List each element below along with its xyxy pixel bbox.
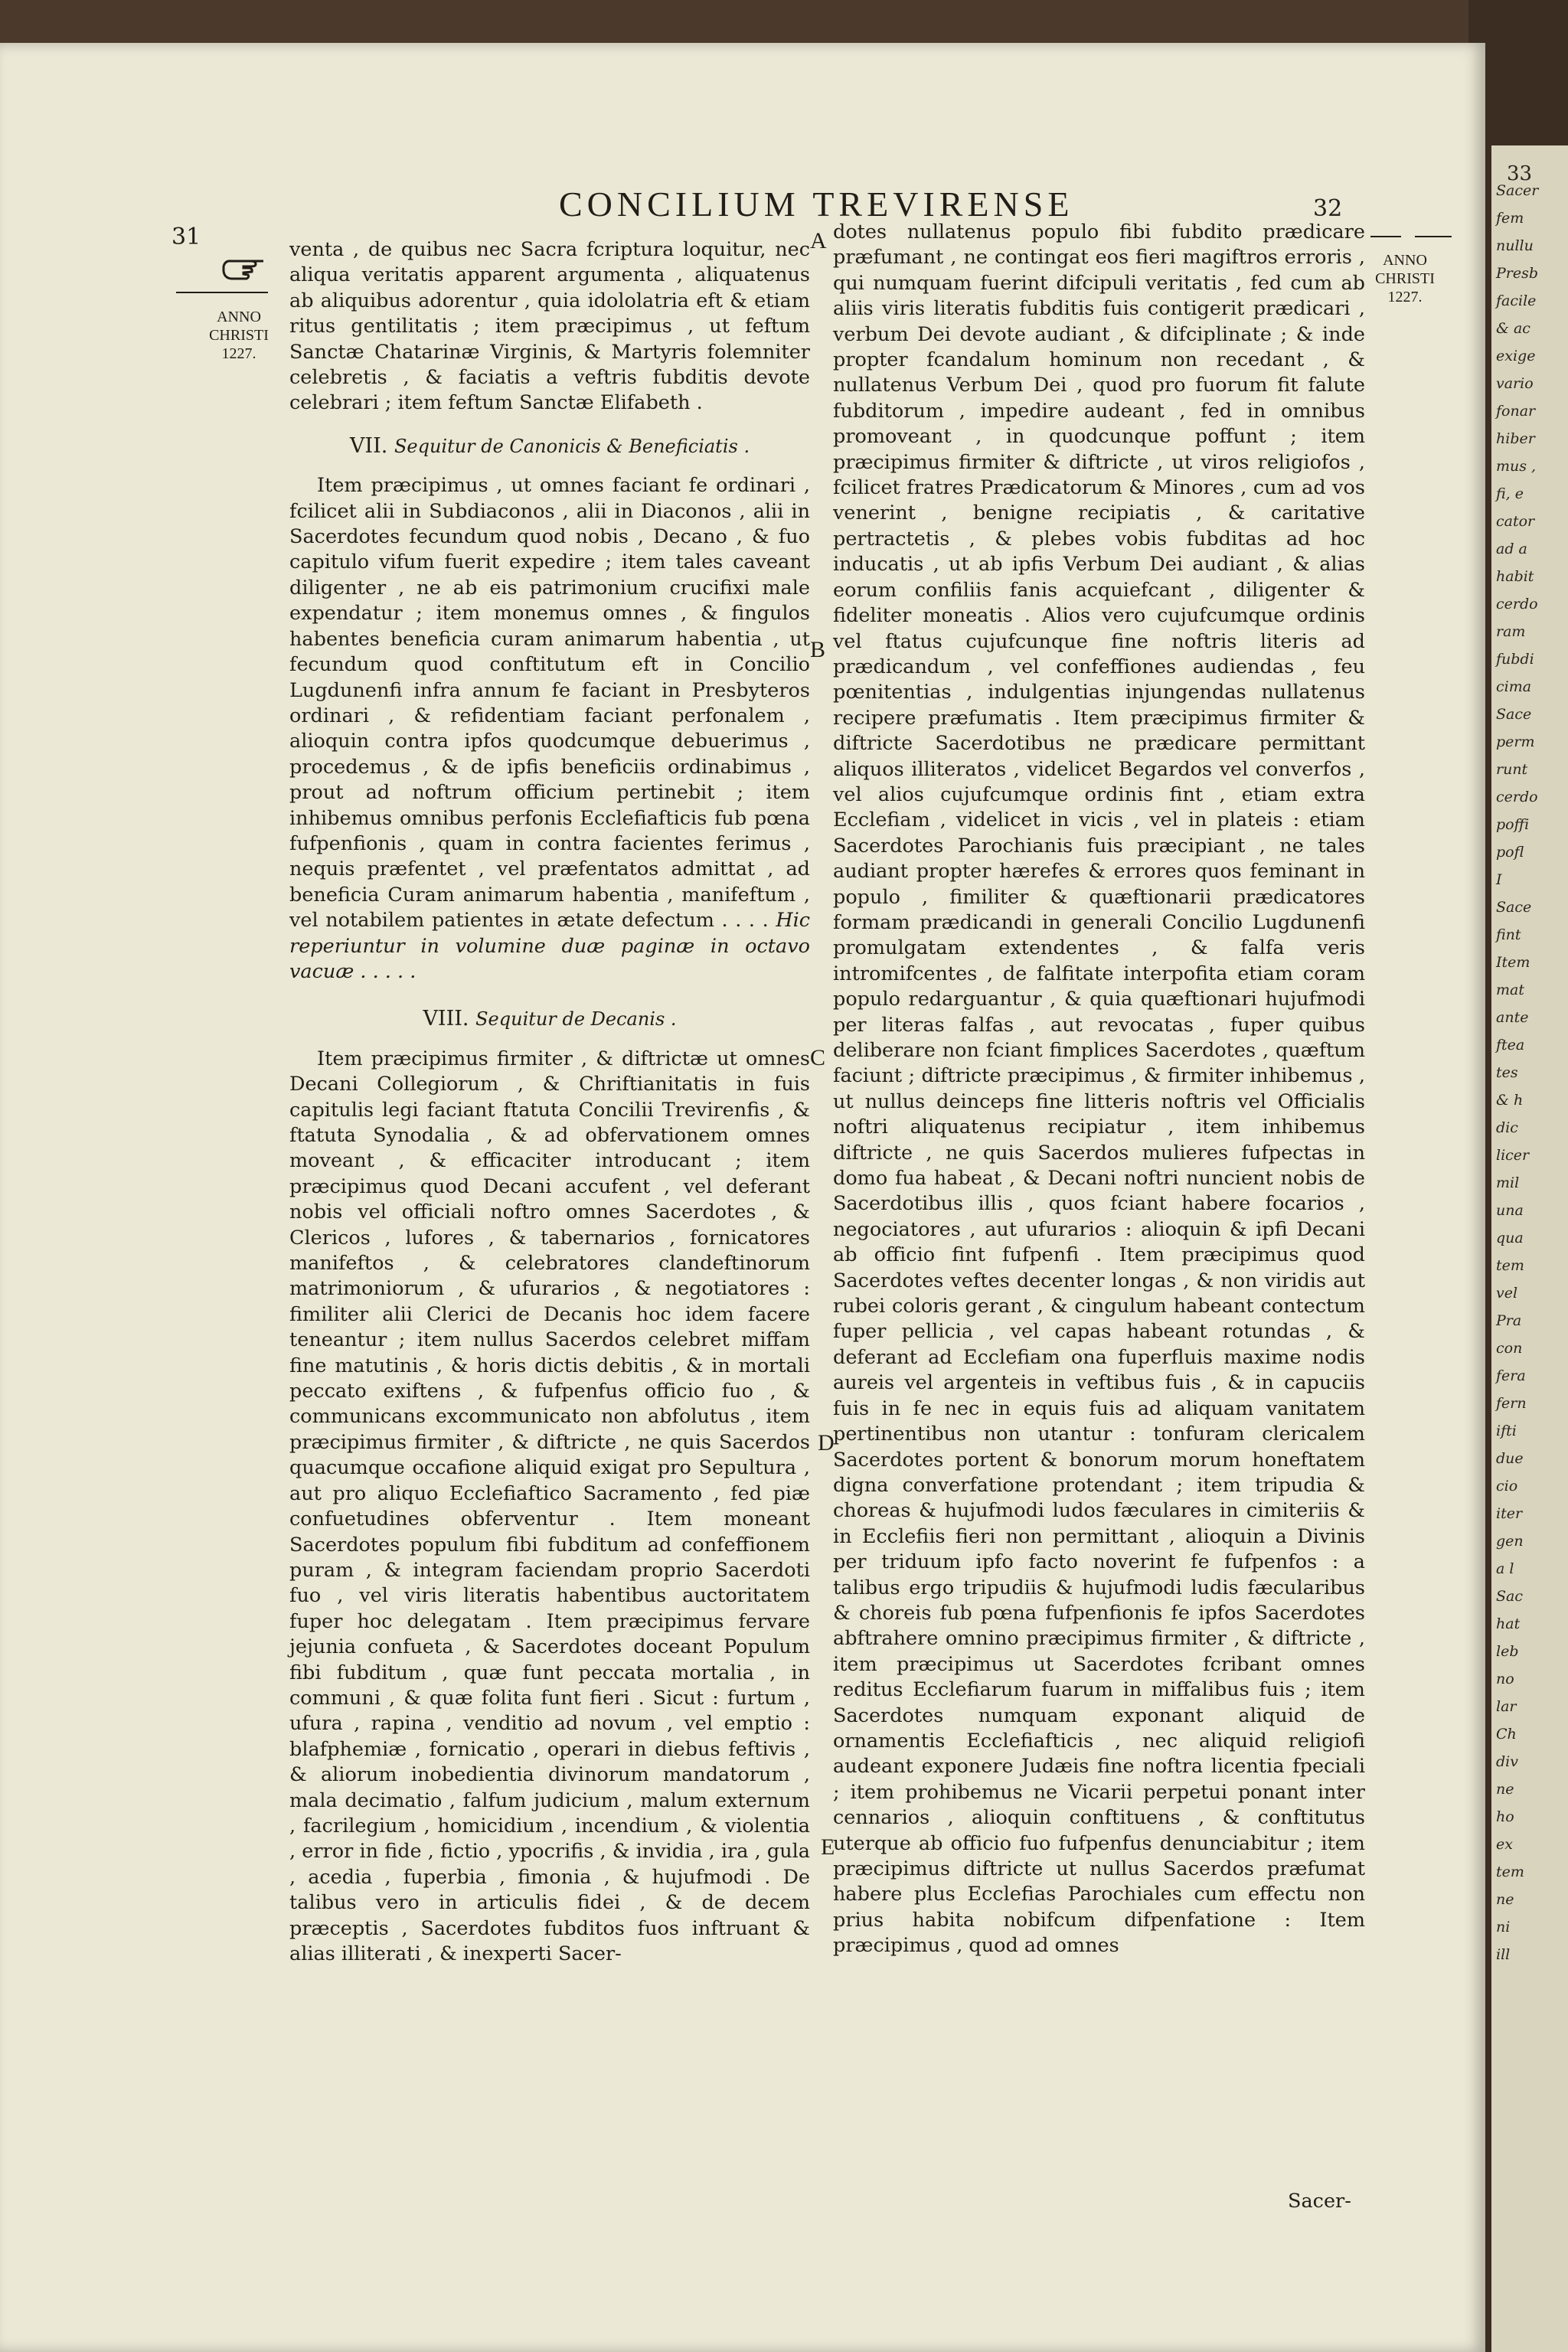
adjacent-page [1491, 145, 1568, 2352]
adjacent-page-fragment: ne [1496, 1891, 1514, 1908]
adjacent-page-fragment: div [1496, 1753, 1518, 1770]
adjacent-page-fragment: poffi [1496, 816, 1530, 833]
adjacent-page-fragment: Item [1496, 954, 1530, 971]
adjacent-page-fragment: ante [1496, 1009, 1529, 1026]
adjacent-page-fragment: Ch [1496, 1726, 1517, 1743]
adjacent-page-fragment: dic [1496, 1119, 1518, 1136]
adjacent-page-fragment: Pra [1496, 1312, 1522, 1329]
section-letter-d: D [818, 1430, 835, 1455]
adjacent-page-fragment: ram [1496, 623, 1526, 640]
adjacent-page-fragment: Presb [1496, 265, 1539, 282]
margin-christi: CHRISTI [1375, 270, 1435, 287]
adjacent-page-fragment: fem [1496, 210, 1524, 227]
adjacent-page-fragment: habit [1496, 568, 1534, 585]
margin-year: 1227. [1387, 289, 1423, 305]
margin-anno: ANNO [1383, 252, 1427, 269]
adjacent-page-fragment: licer [1496, 1147, 1530, 1164]
adjacent-page-fragment: cio [1496, 1478, 1518, 1494]
adjacent-page-fragment: a l [1496, 1560, 1514, 1577]
adjacent-page-fragment: tem [1496, 1864, 1524, 1880]
adjacent-page-fragment: iter [1496, 1505, 1523, 1522]
section-letter-a: A [810, 228, 827, 253]
adjacent-page-fragment: ad a [1496, 541, 1527, 557]
adjacent-page-fragment: fi, e [1496, 485, 1524, 502]
adjacent-page-fragment: vario [1496, 375, 1534, 392]
adjacent-page-fragment: tes [1496, 1064, 1518, 1081]
adjacent-page-fragment: facile [1496, 292, 1537, 309]
right-column [833, 220, 1365, 1959]
left-page-number: 31 [172, 224, 201, 250]
chapter-8-paragraph: Item præcipimus firmiter , & diftrictæ ut omnes Decani Collegiorum , & Chriftianitatis in fuis capitulis legi faciant ftatuta Concilii Trevirenfis , & ftatuta Synodalia , & ad obfervationem omnes moveant , & efficaciter introducant ; item præcipimus quod Decani accufent , vel deferant nobis vel officiali noftro omnes Sacerdotes , & Clericos , lufores , & tabernarios , fornicatores manifeftos , & celebratores clandeftinorum matrimoniorum , & ufurarios , & negotiatores : fimiliter alii Clerici de Decanis hoc idem facere teneantur ; item nullus Sacerdos celebret miffam fine matutinis , & horis dictis debitis , & in mortali peccato exiftens , & fufpenfus officio fuo , & communicans excommunicato non abfolutus , item præcipimus firmiter , & diftricte , ne quis Sacerdos quacumque occafione aliquid exigat pro Sepultura , aut pro aliquo Ecclefiaftico Sacramento , fed piæ confuetudines obferventur . Item moneant Sacerdotes populum fibi fubditum ad confeffionem puram , & integram faciendam proprio Sacerdoti fuo , vel viris literatis habentibus auctoritatem fuper hoc delegatam . Item præcipimus fervare jejunia confueta , & Sacerdotes doceant Populum fibi fubditum , quæ funt peccata mortalia , in communi , & quæ folita funt fieri . Sicut : furtum , ufura , rapina , venditio ad novum , vel emptio : blafphemiæ , fornicatio , operari in diebus feftivis , & aliorum inobedientia divinorum mandatorum , mala decimatio , falfum judicium , malum externum , facrilegium , homicidium , incendium , & violentia , error in fide , fictio , ypocrifis , & invidia , ira , gula , acedia , fuperbia , fimonia , & hujufmodi . De talibus vero in articulis fidei , & de decem præceptis , Sacerdotes fubditos fuos inftruant & alias illiterati , & inexperti Sacer- [289, 1047, 810, 1965]
left-column [289, 237, 810, 1967]
adjacent-page-fragment: no [1496, 1671, 1514, 1687]
heading-chapter-7 [289, 433, 810, 459]
adjacent-page-fragment: tem [1496, 1257, 1524, 1274]
page-title: CONCILIUM TREVIRENSE [559, 185, 1074, 224]
adjacent-page-fragment: perm [1496, 733, 1535, 750]
adjacent-page-fragment: vel [1496, 1285, 1518, 1302]
adjacent-page-fragment: Sacer [1496, 182, 1539, 199]
catchword: Sacer- [1288, 2190, 1351, 2213]
heading-chapter-8 [289, 1006, 810, 1032]
adjacent-page-number: 33 [1507, 162, 1533, 185]
adjacent-page-fragment: cima [1496, 678, 1532, 695]
chapter-7-paragraph [289, 473, 810, 985]
section-letter-c: C [810, 1045, 826, 1070]
adjacent-page-fragment: nullu [1496, 237, 1534, 254]
chapter-7-editorial-note: Hic reperiuntur in volumine duæ paginæ in octavo vacuæ . . . . . [289, 909, 811, 983]
margin-christi: CHRISTI [209, 327, 269, 344]
chapter-7-text: Item præcipimus , ut omnes faciant fe ordinari , fcilicet alii in Subdiaconos , alii in Diaconos , alii in Sacerdotes fecundum quod nobis , Decano , & fuo capitulo vifum fuerit expedire ; item tales caveant diligenter , ne ab eis patrimonium crucifixi male expendatur ; item monemus omnes , & fingulos habentes beneficia curam animarum habentia , ut fecundum quod conftitutum eft in Concilio Lugdunenfi infra annum fe faciant in Presbyteros ordinari , & refidentiam faciant perfonalem , alioquin contra ipfos quodcumque debuerimus , procedemus , & de ipfis beneficiis ordinabimus , prout ad noftrum officium pertinebit ; item inhibemus omnibus perfonis Ecclefiafticis fub pœna fufpenfionis , quam in contra facientes ferimus , nequis præfentet , vel præfentatos admittat , ad beneficia Curam animarum habentia , manifeftum , vel notabilem patientes in ætate defectum . . . . [289, 474, 810, 933]
chapter-7-number: VII. [349, 433, 388, 458]
section-letter-e: E [821, 1834, 835, 1860]
adjacent-page-fragment: fern [1496, 1395, 1527, 1412]
margin-note-right [1363, 251, 1447, 306]
adjacent-page-fragment: fubdi [1496, 651, 1534, 668]
adjacent-page-fragment: cerdo [1496, 789, 1538, 805]
adjacent-page-fragment: & ac [1496, 320, 1530, 337]
pointing-hand-icon [220, 253, 266, 283]
adjacent-page-fragment: exige [1496, 348, 1536, 364]
margin-note-left [201, 308, 277, 363]
section-letter-b: B [810, 637, 826, 662]
adjacent-page-fragment: ho [1496, 1808, 1514, 1825]
chapter-8-title: Sequitur de Decanis . [475, 1008, 677, 1031]
adjacent-page-fragment: Sace [1496, 899, 1532, 916]
margin-rule-right-2 [1415, 236, 1452, 237]
margin-year: 1227. [221, 345, 256, 362]
adjacent-page-fragment: Sace [1496, 706, 1532, 723]
adjacent-page-fragment: leb [1496, 1643, 1519, 1660]
adjacent-page-fragment: due [1496, 1450, 1524, 1467]
adjacent-page-fragment: cator [1496, 513, 1535, 530]
adjacent-page-fragment: con [1496, 1340, 1523, 1357]
adjacent-page-fragment: ne [1496, 1781, 1514, 1798]
adjacent-page-fragment: ill [1496, 1946, 1511, 1963]
adjacent-page-fragment: ftea [1496, 1037, 1525, 1054]
chapter-7-title: Sequitur de Canonicis & Beneficiatis . [394, 435, 750, 457]
adjacent-page-fragment: hiber [1496, 430, 1535, 447]
adjacent-page-fragment: hat [1496, 1615, 1521, 1632]
adjacent-page-fragment: mus , [1496, 458, 1537, 475]
margin-anno: ANNO [217, 309, 261, 325]
adjacent-page-fragment: fint [1496, 926, 1521, 943]
adjacent-page-fragment: fonar [1496, 403, 1536, 420]
book-background-top [0, 0, 1568, 46]
chapter-8-number: VIII. [423, 1007, 469, 1031]
adjacent-page-fragment: I [1496, 871, 1502, 888]
adjacent-page-fragment: una [1496, 1202, 1524, 1219]
adjacent-page-fragment: mil [1496, 1174, 1520, 1191]
adjacent-page-fragment: pofl [1496, 844, 1524, 861]
adjacent-page-fragment: fera [1496, 1367, 1526, 1384]
adjacent-page-fragment: runt [1496, 761, 1528, 778]
adjacent-page-fragment: & h [1496, 1092, 1524, 1109]
margin-rule-right-1 [1370, 236, 1401, 237]
adjacent-page-fragment: gen [1496, 1533, 1524, 1550]
right-page-number: 32 [1313, 195, 1343, 222]
adjacent-page-fragment: lar [1496, 1698, 1517, 1715]
margin-rule-left [176, 292, 268, 293]
right-column-text: dotes nullatenus populo fibi fubdito prædicare præfumant , ne contingat eos fieri magiftros erroris , qui numquam fuerint difcipuli veritatis , fed cum ab aliis viris literatis fubditis fuis contigerit prædicari , verbum Dei devote audiant , & difciplinate ; & inde propter fcandalum hominum non recedant , & nullatenus Verbum Dei , quod pro fuorum fit falute fubditorum , impedire audeant , fed in omnibus promoveant , in quodcunque poffunt ; item præcipimus firmiter & diftricte , ut viros religiofos , fcilicet fratres Prædicatorum & Minores , cum ad vos venerint , benigne recipiatis , & caritative pertractetis , & plebes vobis fubditas ad hoc inducatis , ut ab ipfis Verbum Dei audiant , & alias eorum confiliis fanis acquiefcant , diligenter & fideliter moneatis . Alios vero cujufcumque ordinis vel ftatus cujufcunque fine noftris literis ad prædicandum , vel confeffiones audiendas , feu pœnitentias , indulgentias injungendas nullatenus recipere præfumatis . Item præcipimus firmiter & diftricte Sacerdotibus ne prædicare permittant aliquos illiteratos , videlicet Begardos vel converfos , vel alios cujufcumque ordinis fint , etiam extra Ecclefiam , videlicet in vicis , vel in plateis : etiam Sacerdotes Parochianis fuis præcipiant , ne tales audiant propter hærefes & errores quos feminant in populo , fimiliter & quæftionarii prædicatores formam prædicandi in generali Concilio Lugdunenfi promulgatam extendentes , & falfa veris intromifcentes , de falfitate interpofita etiam coram populo redarguantur , & quia quæftionari hujufmodi per literas falfas , aut revocatas , fuper quibus deliberare non fciant fimplices Sacerdotes , quæftum faciunt ; diftricte præcipimus , & firmiter inhibemus , ut nullus deinceps fine litteris noftris vel Officialis noftri aliquatenus recipiatur , item inhibemus diftricte , ne quis Sacerdos mulieres fufpectas in domo fua habeat , & Decani noftri nuncient nobis de Sacerdotibus illis , quos fciant habere focarios , negociatores , aut ufurarios : alioquin & ipfi Decani ab officio fint fufpenfi . Item præcipimus quod Sacerdotes veftes decenter longas , & non viridis aut rubei coloris gerant , & cingulum habeant contectum fuper pellicia , vel capas habeant rotundas , & deferant ad Ecclefiam ona fuperfluis maxime nodis aureis vel argenteis in veftibus fuis , & in capuciis fuis in fe nec in equis fuis ad aliquam vanitatem pertinentibus non utantur : tonfuram clericalem Sacerdotes portent & bonorum morum honeftatem digna converfatione protendant ; item tripudia & choreas & hujufmodi ludos fæculares in cimiteriis & in Ecclefiis fieri non permittant , alioquin a Divinis per triduum ipfo facto noverint fe fufpenfos : a talibus ergo tripudiis & hujufmodi ludis fæcularibus & choreis fub pœna fufpenfionis fe ipfos Sacerdotes abftrahere omnino præcipimus firmiter , & diftricte , item præcipimus ut Sacerdotes fcribant omnes reditus Ecclefiarum fuarum in miffalibus fuis ; item Sacerdotes numquam exponant aliquid de ornamentis Ecclefiafticis , nec aliquid religiofi audeant exponere Judæis fine noftra licentia fpeciali ; item prohibemus ne Vicarii perpetui ponant inter cennarios , alioquin conftituens , & conftitutus uterque ab officio fuo fufpenfus denunciabitur ; item præcipimus diftricte ut nullus Sacerdos præfumat habere plus Ecclefias Parochiales cum effectu non prius habita nobifcum difpenfatione : Item præcipimus , quod ad omnes [833, 220, 1365, 1958]
adjacent-page-fragment: qua [1496, 1230, 1524, 1246]
adjacent-page-fragment: Sac [1496, 1588, 1523, 1605]
adjacent-page-fragment: mat [1496, 982, 1524, 998]
adjacent-page-fragment: ni [1496, 1919, 1511, 1936]
adjacent-page-fragment: ifti [1496, 1423, 1517, 1439]
adjacent-page-fragment: cerdo [1496, 596, 1538, 612]
intro-paragraph: venta , de quibus nec Sacra fcriptura loquitur, nec aliqua veritatis apparent argumenta , aliquatenus ab aliquibus adorentur , quia idololatria eft & etiam ritus gentilitatis ; item præcipimus , ut feftum Sanctæ Chatarinæ Virginis, & Martyris folemniter celebretis , & faciatis a veftris fubditis devote celebrari ; item feftum Sanctæ Elifabeth . [289, 238, 810, 415]
adjacent-page-fragment: ex [1496, 1836, 1513, 1853]
